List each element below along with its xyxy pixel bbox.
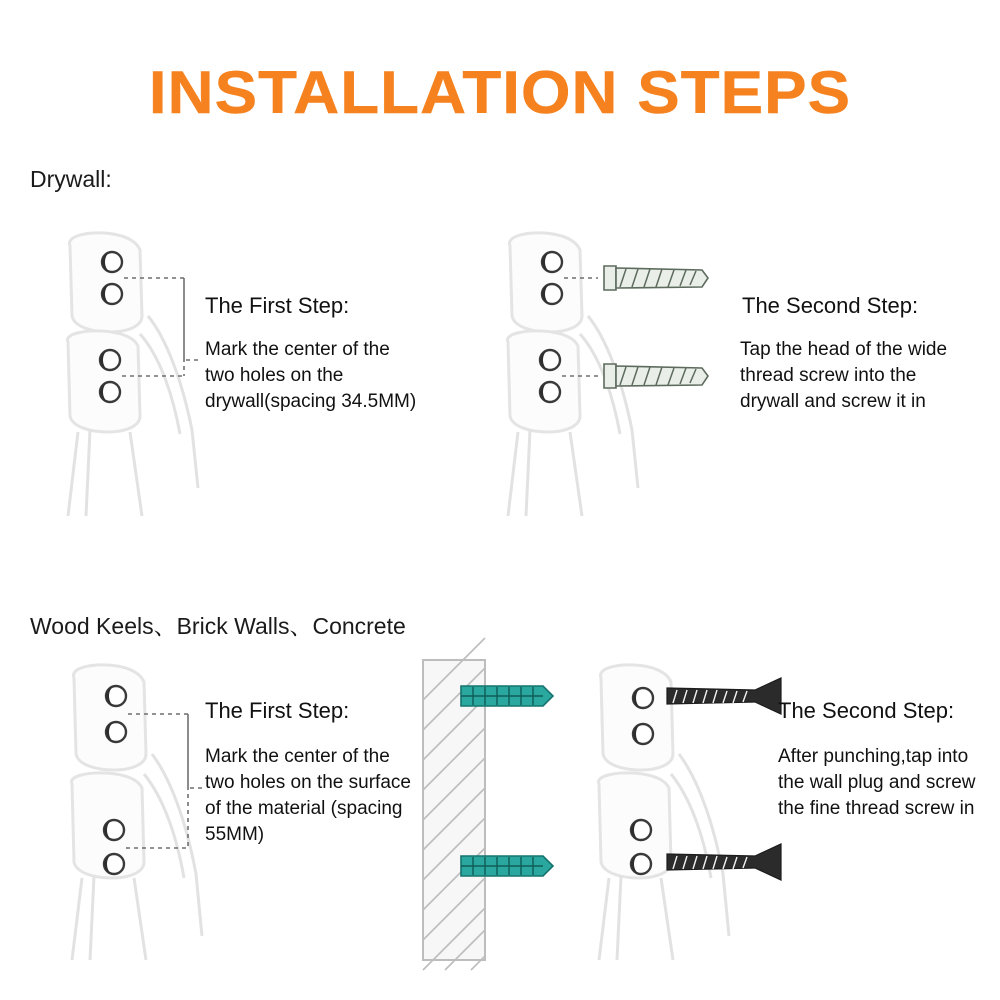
step4-title: The Second Step: <box>778 698 955 723</box>
fine-thread-screw-icon <box>667 678 781 714</box>
step2-title: The Second Step: <box>742 293 919 318</box>
wide-thread-screw-icon <box>604 364 708 388</box>
step1-title: The First Step: <box>205 293 350 318</box>
step2-body: Tap the head of the wide thread screw into the drywall and screw it in <box>740 339 948 412</box>
figure-bracket-wide-thread-screws <box>470 230 770 520</box>
figure-wall-plug-fine-thread-screw <box>415 660 835 960</box>
page-title: INSTALLATION STEPS <box>148 59 852 126</box>
step3-title: The First Step: <box>205 698 350 723</box>
wall-plug-icon <box>461 856 553 876</box>
step3-body: Mark the center of the two holes on the surface of the material (spacing 55MM) <box>205 746 411 845</box>
section-heading-hard-walls: Wood Keels、Brick Walls、Concrete <box>30 613 406 639</box>
section-heading-drywall: Drywall: <box>30 166 112 192</box>
bracket-icon <box>598 665 729 960</box>
step1-body: Mark the center of the two holes on the drywall(spacing 34.5MM) <box>205 339 417 412</box>
bracket-icon <box>67 233 198 516</box>
step4-body: After punching,tap into the wall plug and screw the fine thread screw in <box>778 746 976 819</box>
wall-plug-icon <box>461 686 553 706</box>
wide-thread-screw-icon <box>604 266 708 290</box>
bracket-icon <box>71 665 202 960</box>
